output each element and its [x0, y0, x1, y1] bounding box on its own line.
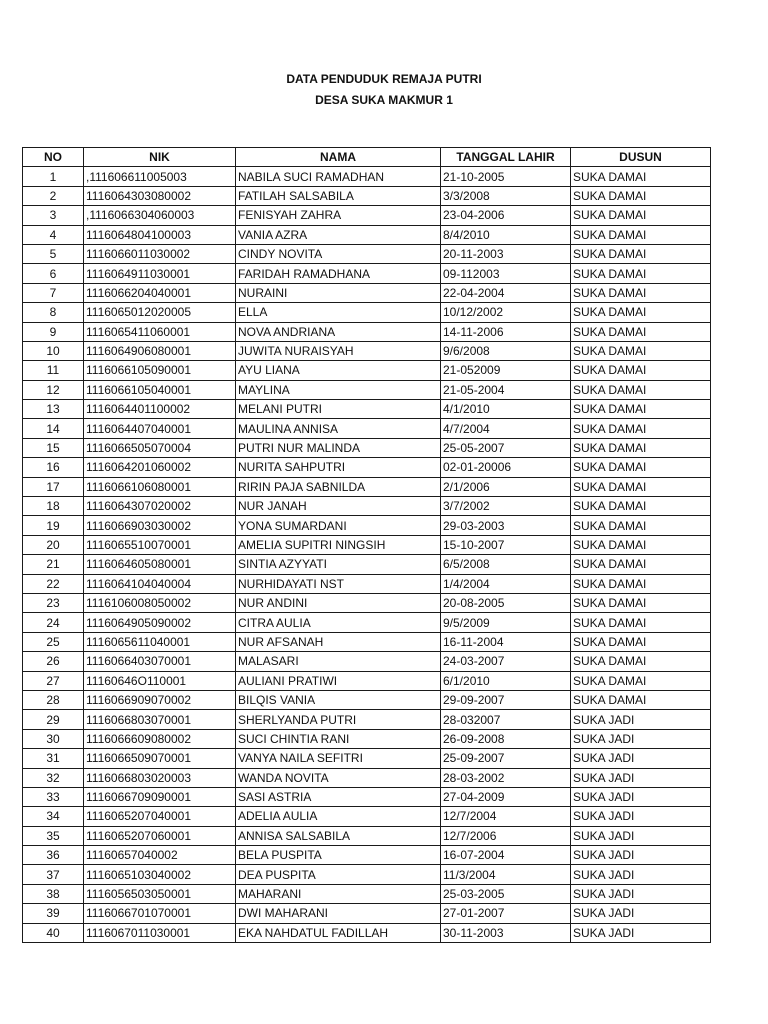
table-row [23, 206, 711, 225]
cell-nik: 1116065207060001 [84, 826, 236, 845]
population-table [22, 147, 711, 943]
cell-dusun: SUKA DAMAI [571, 438, 711, 457]
cell-tanggal-lahir: 25-09-2007 [441, 749, 571, 768]
table-row [23, 846, 711, 865]
cell-nik: ,1116066304060003 [84, 206, 236, 225]
cell-dusun: SUKA DAMAI [571, 555, 711, 574]
cell-nama: VANIA AZRA [236, 225, 441, 244]
cell-tanggal-lahir: 15-10-2007 [441, 535, 571, 554]
cell-no: 24 [23, 613, 84, 632]
cell-nik: 1116064804100003 [84, 225, 236, 244]
table-row [23, 361, 711, 380]
cell-nik: 1116065207040001 [84, 807, 236, 826]
cell-tanggal-lahir: 28-032007 [441, 710, 571, 729]
cell-no: 13 [23, 400, 84, 419]
cell-nik: ,111606611005003 [84, 167, 236, 186]
cell-no: 3 [23, 206, 84, 225]
cell-tanggal-lahir: 20-11-2003 [441, 244, 571, 263]
cell-nik: 1116066403070001 [84, 652, 236, 671]
cell-dusun: SUKA DAMAI [571, 361, 711, 380]
cell-nama: AMELIA SUPITRI NINGSIH [236, 535, 441, 554]
table-row [23, 516, 711, 535]
cell-tanggal-lahir: 27-04-2009 [441, 787, 571, 806]
cell-dusun: SUKA DAMAI [571, 419, 711, 438]
document-title [0, 69, 768, 111]
cell-nama: AYU LIANA [236, 361, 441, 380]
cell-tanggal-lahir: 09-112003 [441, 264, 571, 283]
table-row [23, 497, 711, 516]
cell-nama: NABILA SUCI RAMADHAN [236, 167, 441, 186]
cell-dusun: SUKA DAMAI [571, 322, 711, 341]
cell-dusun: SUKA JADI [571, 846, 711, 865]
cell-nama: NURAINI [236, 283, 441, 302]
cell-tanggal-lahir: 11/3/2004 [441, 865, 571, 884]
cell-tanggal-lahir: 29-03-2003 [441, 516, 571, 535]
cell-dusun: SUKA DAMAI [571, 167, 711, 186]
cell-nik: 1116066505070004 [84, 438, 236, 457]
table-row [23, 400, 711, 419]
table-row [23, 652, 711, 671]
cell-no: 8 [23, 303, 84, 322]
cell-dusun: SUKA JADI [571, 787, 711, 806]
cell-nik: 1116064401100002 [84, 400, 236, 419]
table-row [23, 690, 711, 709]
cell-no: 34 [23, 807, 84, 826]
cell-nama: DWI MAHARANI [236, 904, 441, 923]
cell-no: 38 [23, 884, 84, 903]
cell-dusun: SUKA JADI [571, 884, 711, 903]
cell-nik: 1116064303080002 [84, 186, 236, 205]
cell-nik: 1116066105040001 [84, 380, 236, 399]
cell-nik: 1116064905090002 [84, 613, 236, 632]
cell-nama: MAULINA ANNISA [236, 419, 441, 438]
cell-nik: 1116106008050002 [84, 593, 236, 612]
cell-nik: 1116064906080001 [84, 341, 236, 360]
cell-dusun: SUKA JADI [571, 923, 711, 942]
cell-no: 9 [23, 322, 84, 341]
cell-dusun: SUKA JADI [571, 768, 711, 787]
cell-dusun: SUKA JADI [571, 826, 711, 845]
cell-dusun: SUKA DAMAI [571, 671, 711, 690]
cell-nik: 1116066106080001 [84, 477, 236, 496]
cell-dusun: SUKA DAMAI [571, 303, 711, 322]
cell-tanggal-lahir: 26-09-2008 [441, 729, 571, 748]
cell-tanggal-lahir: 25-03-2005 [441, 884, 571, 903]
cell-no: 27 [23, 671, 84, 690]
table-row [23, 632, 711, 651]
cell-no: 33 [23, 787, 84, 806]
cell-dusun: SUKA JADI [571, 807, 711, 826]
cell-nik: 1116065411060001 [84, 322, 236, 341]
table-row [23, 264, 711, 283]
cell-nama: PUTRI NUR MALINDA [236, 438, 441, 457]
cell-tanggal-lahir: 20-08-2005 [441, 593, 571, 612]
table-row [23, 555, 711, 574]
cell-no: 32 [23, 768, 84, 787]
cell-no: 23 [23, 593, 84, 612]
cell-tanggal-lahir: 28-03-2002 [441, 768, 571, 787]
header-no: NO [23, 148, 84, 167]
cell-nama: FATILAH SALSABILA [236, 186, 441, 205]
cell-dusun: SUKA DAMAI [571, 225, 711, 244]
table-row [23, 787, 711, 806]
cell-no: 15 [23, 438, 84, 457]
cell-dusun: SUKA DAMAI [571, 477, 711, 496]
header-dusun: DUSUN [571, 148, 711, 167]
cell-tanggal-lahir: 9/5/2009 [441, 613, 571, 632]
title-line-1: DATA PENDUDUK REMAJA PUTRI [286, 72, 482, 86]
cell-tanggal-lahir: 30-11-2003 [441, 923, 571, 942]
cell-no: 36 [23, 846, 84, 865]
cell-nik: 1116066509070001 [84, 749, 236, 768]
cell-nama: SHERLYANDA PUTRI [236, 710, 441, 729]
cell-no: 37 [23, 865, 84, 884]
cell-dusun: SUKA JADI [571, 904, 711, 923]
cell-nama: ADELIA AULIA [236, 807, 441, 826]
cell-nik: 1116064104040004 [84, 574, 236, 593]
cell-no: 19 [23, 516, 84, 535]
cell-nama: YONA SUMARDANI [236, 516, 441, 535]
cell-tanggal-lahir: 12/7/2006 [441, 826, 571, 845]
cell-no: 1 [23, 167, 84, 186]
cell-no: 31 [23, 749, 84, 768]
table-row [23, 613, 711, 632]
cell-tanggal-lahir: 29-09-2007 [441, 690, 571, 709]
cell-dusun: SUKA DAMAI [571, 244, 711, 263]
cell-nama: BELA PUSPITA [236, 846, 441, 865]
table-row [23, 419, 711, 438]
cell-tanggal-lahir: 21-052009 [441, 361, 571, 380]
cell-dusun: SUKA DAMAI [571, 613, 711, 632]
table-row [23, 671, 711, 690]
cell-tanggal-lahir: 3/3/2008 [441, 186, 571, 205]
cell-nik: 11160646O110001 [84, 671, 236, 690]
cell-no: 22 [23, 574, 84, 593]
cell-tanggal-lahir: 25-05-2007 [441, 438, 571, 457]
table-header-row [23, 148, 711, 167]
cell-tanggal-lahir: 4/7/2004 [441, 419, 571, 438]
cell-nik: 1116067011030001 [84, 923, 236, 942]
cell-tanggal-lahir: 10/12/2002 [441, 303, 571, 322]
table-row [23, 438, 711, 457]
cell-no: 28 [23, 690, 84, 709]
cell-no: 25 [23, 632, 84, 651]
cell-no: 26 [23, 652, 84, 671]
cell-nama: JUWITA NURAISYAH [236, 341, 441, 360]
cell-dusun: SUKA DAMAI [571, 264, 711, 283]
cell-nama: SUCI CHINTIA RANI [236, 729, 441, 748]
cell-dusun: SUKA DAMAI [571, 400, 711, 419]
cell-tanggal-lahir: 14-11-2006 [441, 322, 571, 341]
cell-dusun: SUKA DAMAI [571, 690, 711, 709]
cell-dusun: SUKA JADI [571, 865, 711, 884]
cell-nik: 1116066609080002 [84, 729, 236, 748]
table-row [23, 807, 711, 826]
cell-no: 40 [23, 923, 84, 942]
cell-dusun: SUKA DAMAI [571, 283, 711, 302]
cell-nik: 1116065012020005 [84, 303, 236, 322]
cell-tanggal-lahir: 16-07-2004 [441, 846, 571, 865]
header-nama: NAMA [236, 148, 441, 167]
cell-nik: 1116064605080001 [84, 555, 236, 574]
cell-nama: MAHARANI [236, 884, 441, 903]
table-row [23, 244, 711, 263]
cell-nik: 1116056503050001 [84, 884, 236, 903]
cell-nama: SINTIA AZYYATI [236, 555, 441, 574]
cell-nama: ELLA [236, 303, 441, 322]
table-row [23, 749, 711, 768]
cell-nama: VANYA NAILA SEFITRI [236, 749, 441, 768]
cell-no: 16 [23, 458, 84, 477]
cell-nik: 11160657040002 [84, 846, 236, 865]
table-row [23, 167, 711, 186]
cell-nama: NURHIDAYATI NST [236, 574, 441, 593]
cell-nama: ANNISA SALSABILA [236, 826, 441, 845]
cell-dusun: SUKA DAMAI [571, 593, 711, 612]
cell-nik: 1116064911030001 [84, 264, 236, 283]
cell-nik: 1116066701070001 [84, 904, 236, 923]
cell-no: 17 [23, 477, 84, 496]
cell-tanggal-lahir: 3/7/2002 [441, 497, 571, 516]
cell-nik: 1116066803020003 [84, 768, 236, 787]
cell-nik: 1116066105090001 [84, 361, 236, 380]
cell-tanggal-lahir: 23-04-2006 [441, 206, 571, 225]
cell-nik: 1116066903030002 [84, 516, 236, 535]
cell-dusun: SUKA JADI [571, 749, 711, 768]
cell-nik: 1116064407040001 [84, 419, 236, 438]
table-row [23, 710, 711, 729]
cell-nik: 1116066803070001 [84, 710, 236, 729]
cell-tanggal-lahir: 4/1/2010 [441, 400, 571, 419]
table-row [23, 477, 711, 496]
cell-no: 39 [23, 904, 84, 923]
cell-tanggal-lahir: 1/4/2004 [441, 574, 571, 593]
cell-dusun: SUKA DAMAI [571, 186, 711, 205]
cell-nama: NURITA SAHPUTRI [236, 458, 441, 477]
cell-no: 2 [23, 186, 84, 205]
cell-dusun: SUKA DAMAI [571, 497, 711, 516]
header-nik: NIK [84, 148, 236, 167]
cell-nama: MELANI PUTRI [236, 400, 441, 419]
cell-no: 35 [23, 826, 84, 845]
table-row [23, 884, 711, 903]
cell-no: 4 [23, 225, 84, 244]
table-row [23, 729, 711, 748]
table-row [23, 593, 711, 612]
cell-nama: NUR ANDINI [236, 593, 441, 612]
cell-tanggal-lahir: 6/1/2010 [441, 671, 571, 690]
table-row [23, 574, 711, 593]
cell-nama: AULIANI PRATIWI [236, 671, 441, 690]
cell-nama: EKA NAHDATUL FADILLAH [236, 923, 441, 942]
table-row [23, 535, 711, 554]
table-row [23, 923, 711, 942]
cell-tanggal-lahir: 21-10-2005 [441, 167, 571, 186]
table-row [23, 458, 711, 477]
cell-nama: CINDY NOVITA [236, 244, 441, 263]
table-row [23, 380, 711, 399]
table-row [23, 225, 711, 244]
cell-nik: 1116066204040001 [84, 283, 236, 302]
cell-dusun: SUKA DAMAI [571, 341, 711, 360]
cell-nik: 1116066709090001 [84, 787, 236, 806]
cell-dusun: SUKA DAMAI [571, 206, 711, 225]
table-row [23, 826, 711, 845]
cell-dusun: SUKA DAMAI [571, 516, 711, 535]
cell-no: 11 [23, 361, 84, 380]
cell-tanggal-lahir: 6/5/2008 [441, 555, 571, 574]
cell-no: 7 [23, 283, 84, 302]
table-row [23, 283, 711, 302]
table-row [23, 303, 711, 322]
cell-nik: 1116064307020002 [84, 497, 236, 516]
cell-nama: BILQIS VANIA [236, 690, 441, 709]
table-body [23, 167, 711, 943]
cell-nama: NUR AFSANAH [236, 632, 441, 651]
header-tanggal-lahir: TANGGAL LAHIR [441, 148, 571, 167]
cell-no: 20 [23, 535, 84, 554]
cell-no: 6 [23, 264, 84, 283]
cell-dusun: SUKA JADI [571, 729, 711, 748]
cell-nama: NOVA ANDRIANA [236, 322, 441, 341]
cell-dusun: SUKA DAMAI [571, 574, 711, 593]
table-row [23, 904, 711, 923]
cell-tanggal-lahir: 8/4/2010 [441, 225, 571, 244]
cell-nama: DEA PUSPITA [236, 865, 441, 884]
cell-no: 29 [23, 710, 84, 729]
cell-tanggal-lahir: 22-04-2004 [441, 283, 571, 302]
cell-dusun: SUKA DAMAI [571, 652, 711, 671]
cell-nik: 1116064201060002 [84, 458, 236, 477]
cell-nama: NUR JANAH [236, 497, 441, 516]
cell-no: 5 [23, 244, 84, 263]
cell-tanggal-lahir: 27-01-2007 [441, 904, 571, 923]
table-row [23, 768, 711, 787]
cell-dusun: SUKA DAMAI [571, 632, 711, 651]
cell-nik: 1116065510070001 [84, 535, 236, 554]
cell-no: 30 [23, 729, 84, 748]
cell-nama: SASI ASTRIA [236, 787, 441, 806]
table-row [23, 186, 711, 205]
cell-nik: 1116066909070002 [84, 690, 236, 709]
table-row [23, 865, 711, 884]
cell-tanggal-lahir: 16-11-2004 [441, 632, 571, 651]
cell-nama: FARIDAH RAMADHANA [236, 264, 441, 283]
cell-no: 10 [23, 341, 84, 360]
cell-no: 12 [23, 380, 84, 399]
cell-nik: 1116065611040001 [84, 632, 236, 651]
cell-dusun: SUKA DAMAI [571, 535, 711, 554]
cell-nama: MAYLINA [236, 380, 441, 399]
cell-nama: FENISYAH ZAHRA [236, 206, 441, 225]
cell-no: 14 [23, 419, 84, 438]
cell-tanggal-lahir: 12/7/2004 [441, 807, 571, 826]
table-row [23, 322, 711, 341]
cell-nik: 1116066011030002 [84, 244, 236, 263]
cell-dusun: SUKA DAMAI [571, 380, 711, 399]
title-line-2: DESA SUKA MAKMUR 1 [315, 93, 453, 107]
cell-no: 18 [23, 497, 84, 516]
cell-nama: RIRIN PAJA SABNILDA [236, 477, 441, 496]
cell-tanggal-lahir: 24-03-2007 [441, 652, 571, 671]
cell-dusun: SUKA DAMAI [571, 458, 711, 477]
cell-nama: CITRA AULIA [236, 613, 441, 632]
cell-dusun: SUKA JADI [571, 710, 711, 729]
cell-nik: 1116065103040002 [84, 865, 236, 884]
cell-nama: WANDA NOVITA [236, 768, 441, 787]
table-row [23, 341, 711, 360]
cell-nama: MALASARI [236, 652, 441, 671]
cell-tanggal-lahir: 2/1/2006 [441, 477, 571, 496]
cell-no: 21 [23, 555, 84, 574]
cell-tanggal-lahir: 21-05-2004 [441, 380, 571, 399]
cell-tanggal-lahir: 9/6/2008 [441, 341, 571, 360]
cell-tanggal-lahir: 02-01-20006 [441, 458, 571, 477]
